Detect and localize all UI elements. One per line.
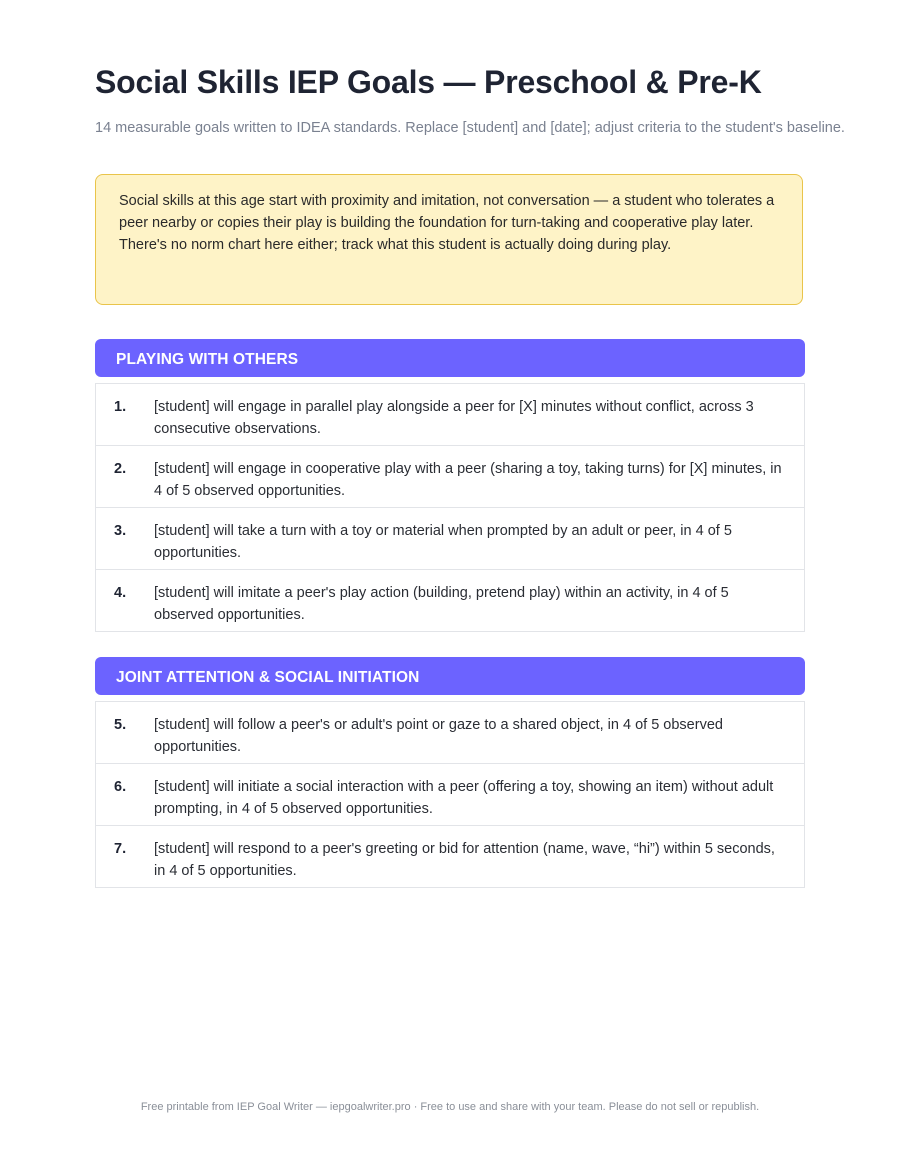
page-footer: Free printable from IEP Goal Writer — iepgoalwriter.pro · Free to use and share with your team. Please do not sell or republish. (140, 1101, 760, 1113)
goal-list-joint-attention (95, 701, 805, 888)
goal-item (95, 701, 805, 764)
goal-number: 7. (114, 841, 127, 857)
goal-text: [student] will respond to a peer's greeting or bid for attention (name, wave, “hi”) within 5 seconds, in 4 of 5 opportunities. (154, 841, 775, 879)
goal-text: [student] will take a turn with a toy or material when prompted by an adult or peer, in 4 of 5 opportunities. (154, 523, 732, 561)
goal-number: 5. (114, 717, 127, 733)
section-header-joint-attention: JOINT ATTENTION & SOCIAL INITIATION (95, 657, 805, 695)
goal-number: 6. (114, 779, 127, 795)
goal-text: [student] will engage in parallel play alongside a peer for [X] minutes without conflict, across 3 consecutive observations. (154, 399, 754, 437)
goal-text: [student] will engage in cooperative play with a peer (sharing a toy, taking turns) for [X] minutes, in 4 of 5 observed opportunities. (154, 461, 782, 499)
goal-item (95, 445, 805, 508)
goal-text: [student] will imitate a peer's play action (building, pretend play) within an activity, in 4 of 5 observed opportunities. (154, 585, 729, 623)
page-subtitle: 14 measurable goals written to IDEA standards. Replace [student] and [date]; adjust criteria to the student's baseline. (95, 120, 845, 136)
goal-list-playing-with-others (95, 383, 805, 632)
page-title: Social Skills IEP Goals — Preschool & Pre-K (95, 64, 762, 100)
goal-number: 3. (114, 523, 127, 539)
goal-text: [student] will initiate a social interaction with a peer (offering a toy, showing an item) without adult prompting, in 4 of 5 observed opportunities. (154, 779, 774, 817)
goal-number: 2. (114, 461, 127, 477)
goal-item (95, 825, 805, 888)
goal-number: 1. (114, 399, 127, 415)
goal-item (95, 569, 805, 632)
intro-callout: Social skills at this age start with proximity and imitation, not conversation — a student who tolerates a peer nearby or copies their play is building the foundation for turn-taking and cooperative play later. There's no norm chart here either; track what this student is actually doing during play. (95, 174, 803, 305)
goal-item (95, 507, 805, 570)
goal-text: [student] will follow a peer's or adult's point or gaze to a shared object, in 4 of 5 observed opportunities. (154, 717, 723, 755)
section-header-playing-with-others: PLAYING WITH OTHERS (95, 339, 805, 377)
goal-item (95, 763, 805, 826)
goal-number: 4. (114, 585, 127, 601)
goal-item (95, 383, 805, 446)
